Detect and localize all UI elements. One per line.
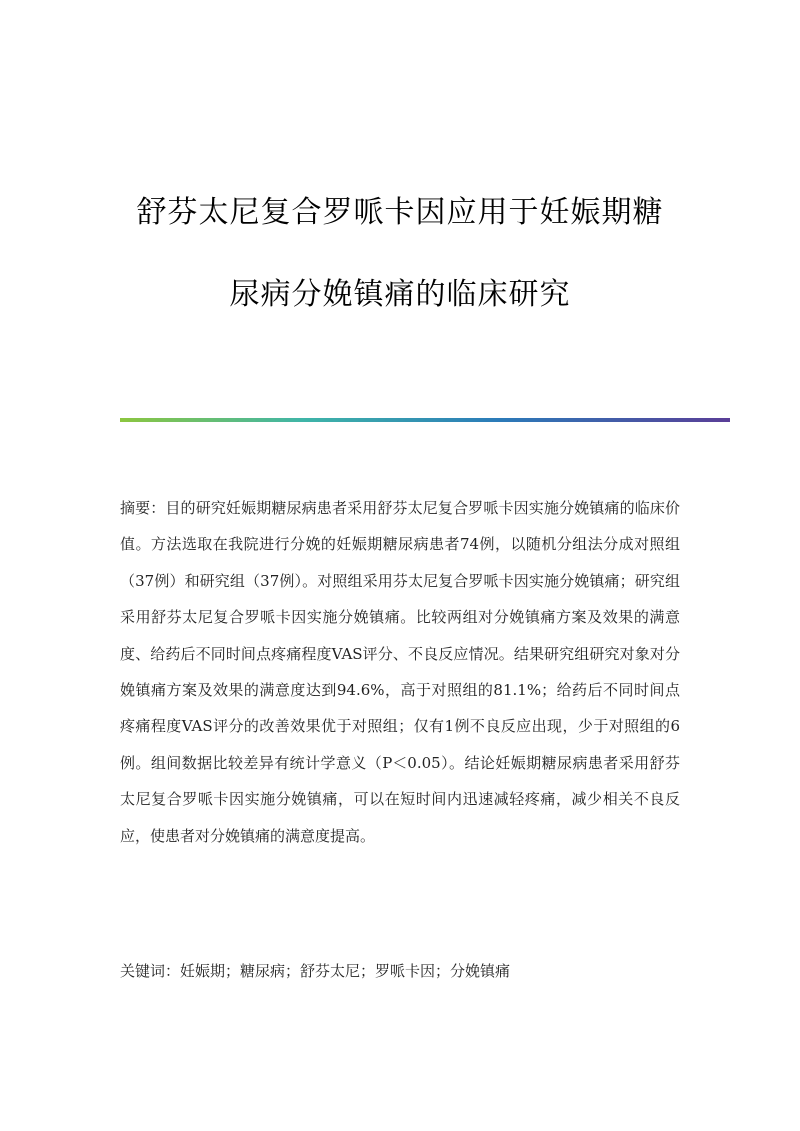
keywords-paragraph [120,953,680,989]
keywords-label: 关键词： [120,962,181,980]
page-title-line-2: 尿病分娩镇痛的临床研究 [229,277,571,312]
keywords-text: 妊娠期；糖尿病；舒芬太尼；罗哌卡因；分娩镇痛 [180,962,511,980]
abstract-label: 摘要： [120,499,166,517]
page-title-line-1: 舒芬太尼复合罗哌卡因应用于妊娠期糖 [136,195,664,230]
title-divider [120,418,730,422]
abstract-paragraph [120,490,680,854]
abstract-text: 目的研究妊娠期糖尿病患者采用舒芬太尼复合罗哌卡因实施分娩镇痛的临床价值。方法选取在我院进行分娩的妊娠期糖尿病患者74例，以随机分组法分成对照组（37例）和研究组（37例）。对照组采用芬太尼复合罗哌卡因实施分娩镇痛；研究组采用舒芬太尼复合罗哌卡因实施分娩镇痛。比较两组对分娩镇痛方案及效果的满意度、给药后不同时间点疼痛程度VAS评分、不良反应情况。结果研究组研究对象对分娩镇痛方案及效果的满意度达到94.6%，高于对照组的81.1%；给药后不同时间点疼痛程度VAS评分的改善效果优于对照组；仅有1例不良反应出现，少于对照组的6例。组间数据比较差异有统计学意义（P＜0.05）。结论妊娠期糖尿病患者采用舒芬太尼复合罗哌卡因实施分娩镇痛，可以在短时间内迅速减轻疼痛，减少相关不良反应，使患者对分娩镇痛的满意度提高。 [120,499,680,845]
